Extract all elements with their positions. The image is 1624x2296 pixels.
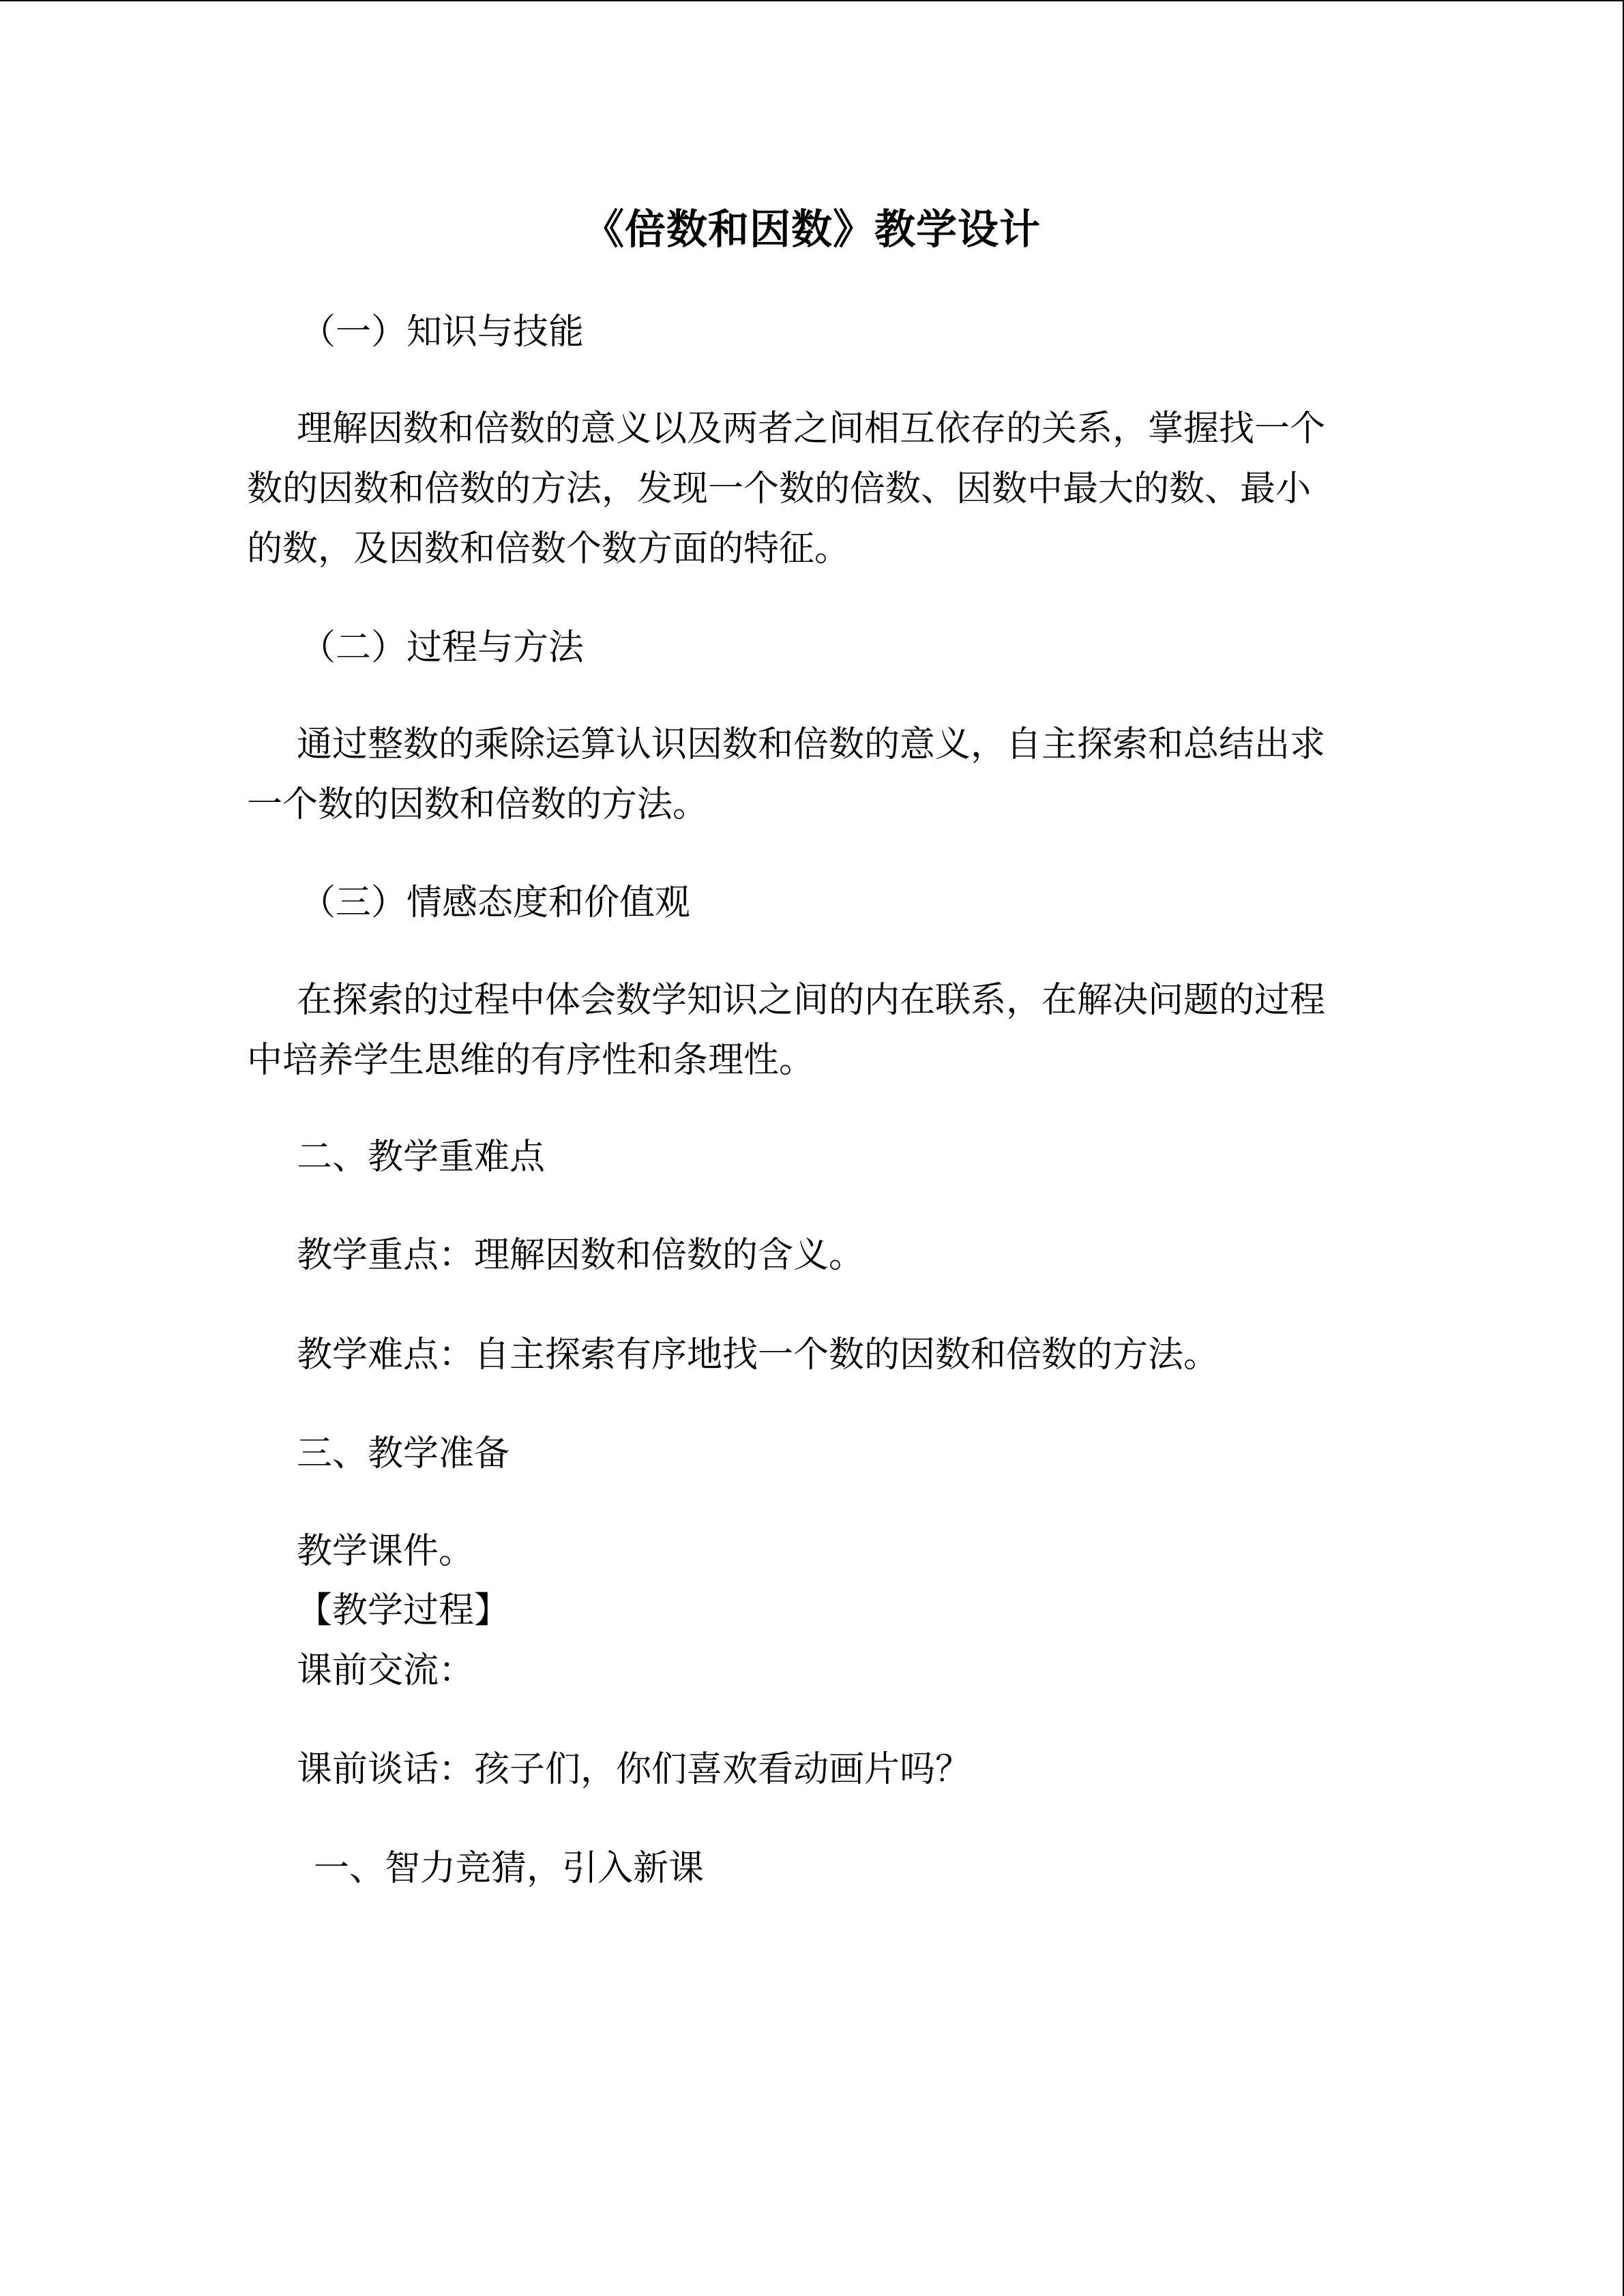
part2-heading: 二、教学重难点 bbox=[297, 1137, 546, 1178]
step1-heading: 一、智力竞猜，引入新课 bbox=[314, 1848, 705, 1889]
section3-heading: （三）情感态度和价值观 bbox=[300, 882, 691, 923]
key-point: 教学重点：理解因数和倍数的含义。 bbox=[297, 1235, 865, 1276]
pre-class: 课前交流： bbox=[297, 1650, 475, 1691]
difficult-point: 教学难点：自主探索有序地找一个数的因数和倍数的方法。 bbox=[297, 1335, 1220, 1375]
section2-paragraph-line-1: 通过整数的乘除运算认识因数和倍数的意义，自主探索和总结出求 bbox=[297, 724, 1326, 765]
pre-class-talk: 课前谈话：孩子们，你们喜欢看动画片吗？ bbox=[297, 1749, 971, 1790]
section1-paragraph-line-2: 数的因数和倍数的方法，发现一个数的倍数、因数中最大的数、最小 bbox=[247, 468, 1312, 509]
section1-paragraph-line-3: 的数，及因数和倍数个数方面的特征。 bbox=[247, 528, 851, 569]
part3-heading: 三、教学准备 bbox=[297, 1433, 510, 1474]
materials: 教学课件。 bbox=[297, 1531, 475, 1572]
section1-paragraph-line-1: 理解因数和倍数的意义以及两者之间相互依存的关系，掌握找一个 bbox=[297, 408, 1326, 449]
section3-paragraph-line-2: 中培养学生思维的有序性和条理性。 bbox=[247, 1040, 815, 1081]
document-title: 《倍数和因数》教学设计 bbox=[583, 206, 1041, 254]
section2-heading: （二）过程与方法 bbox=[300, 627, 585, 668]
process-heading: 【教学过程】 bbox=[297, 1590, 510, 1631]
section1-heading: （一）知识与技能 bbox=[300, 312, 585, 353]
section2-paragraph-line-2: 一个数的因数和倍数的方法。 bbox=[247, 784, 709, 825]
section3-paragraph-line-1: 在探索的过程中体会数学知识之间的内在联系，在解决问题的过程 bbox=[297, 980, 1326, 1021]
